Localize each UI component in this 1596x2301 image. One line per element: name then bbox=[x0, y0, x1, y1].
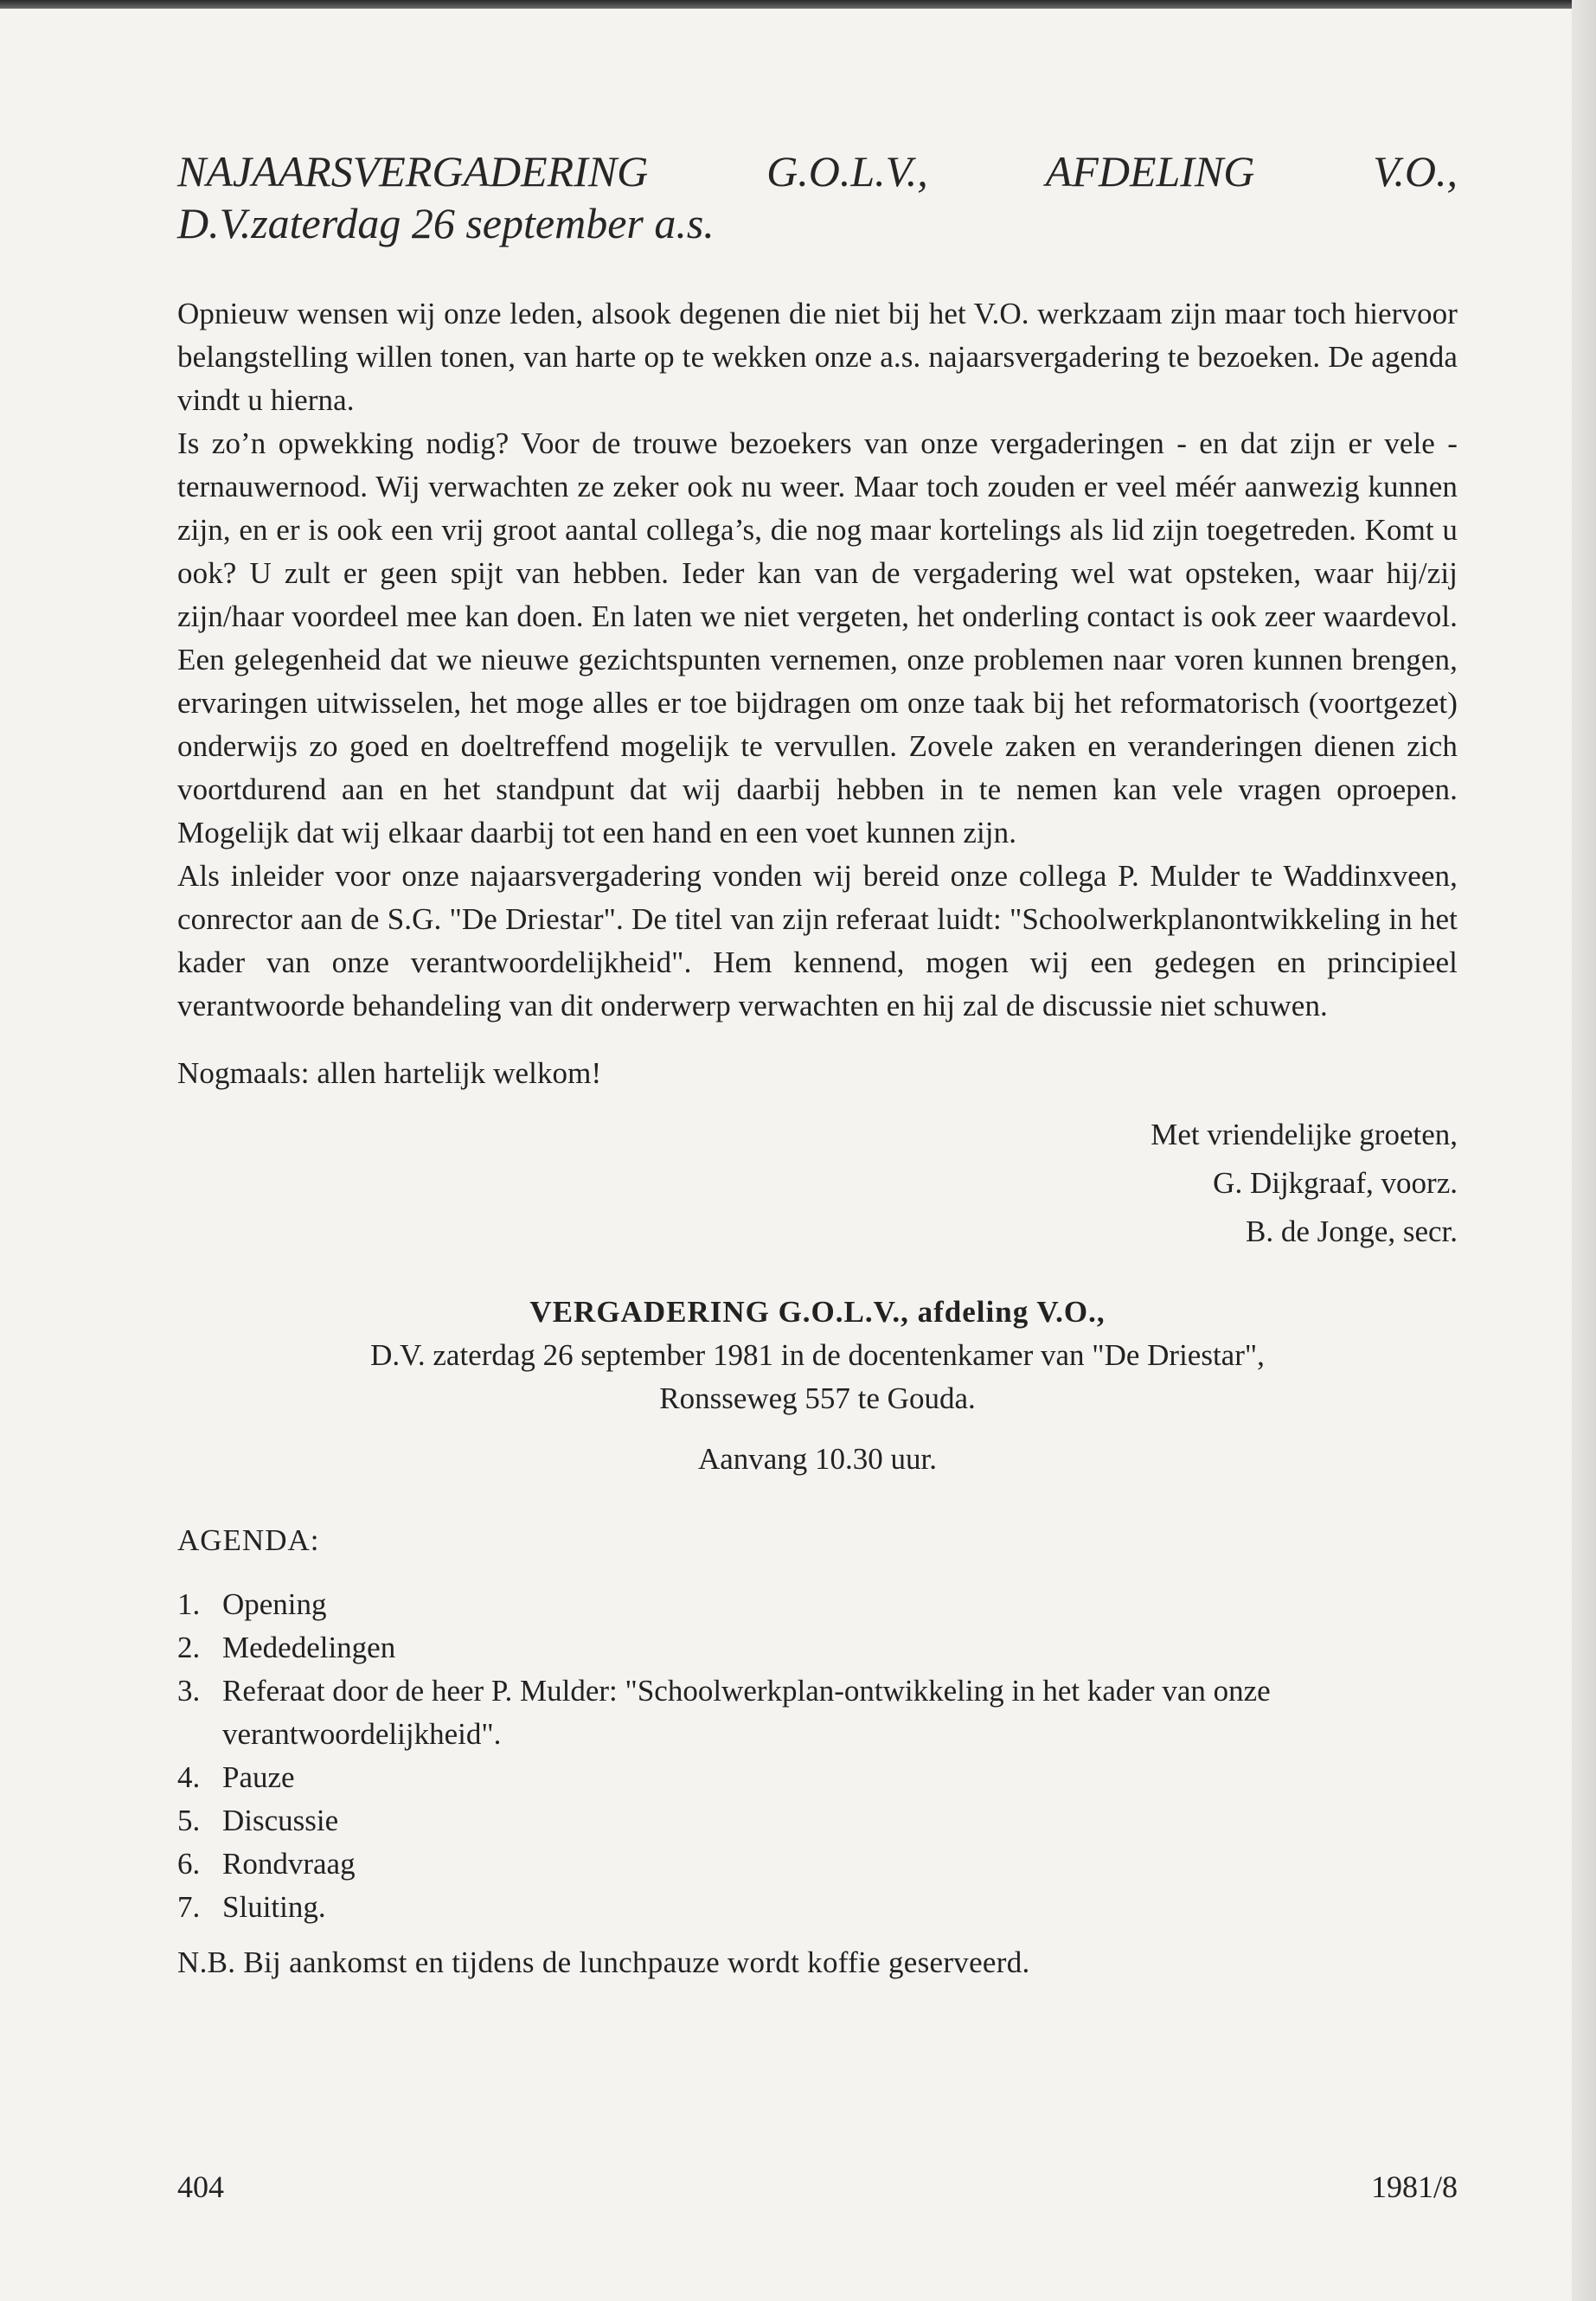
agenda-item-number: 6. bbox=[177, 1847, 201, 1881]
meeting-announcement bbox=[177, 1291, 1458, 1481]
agenda-item-text: Opening bbox=[222, 1587, 327, 1621]
page-number: 404 bbox=[177, 2170, 224, 2204]
signature-secretary: B. de Jonge, secr. bbox=[1246, 1215, 1458, 1248]
agenda-item-text: Referaat door de heer P. Mulder: "Schoolwerkplan-ontwikkeling in het kader van onze verantwoordelijkheid". bbox=[222, 1674, 1271, 1751]
agenda-item bbox=[177, 1756, 1458, 1799]
agenda-item-number: 3. bbox=[177, 1674, 201, 1708]
paragraph-motivation: Is zo’n opwekking nodig? Voor de trouwe bezoekers van onze vergaderingen - en dat zijn er vele - ternauwernood. Wij verwachten ze zeker ook nu weer. Maar toch zouden er veel méér aanwezig kunnen zijn, en er is ook een vrij groot aantal collega’s, die nog maar kortelings als lid zijn toegetreden. Komt u ook? U zult er geen spijt van hebben. Ieder kan van de vergadering wel wat opsteken, waar hij/zij zijn/haar voordeel mee kan doen. En laten we niet vergeten, het onderling contact is ook zeer waardevol. Een gelegenheid dat we nieuwe gezichtspunten vernemen, onze problemen naar voren kunnen brengen, ervaringen uitwisselen, het moge alles er toe bijdragen om onze taak bij het reformatorisch (voortgezet) onderwijs zo goed en doeltreffend mogelijk te vervullen. Zovele zaken en veranderingen dienen zich voortdurend aan en het standpunt dat wij daarbij hebben in te nemen kan vele vragen oproepen. Mogelijk dat wij elkaar daarbij tot een hand en een voet kunnen zijn. bbox=[177, 426, 1458, 849]
signature-chair: G. Dijkgraaf, voorz. bbox=[1213, 1166, 1458, 1200]
meeting-heading: VERGADERING G.O.L.V., afdeling V.O., bbox=[529, 1295, 1106, 1329]
agenda-item bbox=[177, 1626, 1458, 1670]
page-footer bbox=[177, 2169, 1458, 2205]
agenda-item bbox=[177, 1670, 1458, 1756]
article-body bbox=[177, 292, 1458, 1028]
agenda-item-number: 5. bbox=[177, 1804, 201, 1837]
agenda-item bbox=[177, 1843, 1458, 1886]
agenda-item bbox=[177, 1886, 1458, 1929]
agenda-item-text: Mededelingen bbox=[222, 1631, 396, 1664]
page-content bbox=[177, 145, 1458, 1984]
agenda-item-number: 4. bbox=[177, 1760, 201, 1794]
agenda-list bbox=[177, 1583, 1458, 1929]
meeting-address: Ronsseweg 557 te Gouda. bbox=[659, 1381, 976, 1415]
agenda-item-number: 1. bbox=[177, 1587, 201, 1621]
title-line-2: D.V.zaterdag 26 september a.s. bbox=[177, 199, 715, 247]
scan-top-edge bbox=[0, 0, 1596, 9]
paragraph-speaker: Als inleider voor onze najaarsvergadering vonden wij bereid onze collega P. Mulder te Waddinxveen, conrector aan de S.G. "De Driestar". De titel van zijn referaat luidt: "Schoolwerkplanontwikkeling in het kader van onze verantwoordelijkheid". Hem kennend, mogen wij een gedegen en principieel verantwoorde behandeling van dit onderwerp verwachten en hij zal de discussie niet schuwen. bbox=[177, 859, 1458, 1022]
closing-line: Nogmaals: allen hartelijk welkom! bbox=[177, 1056, 602, 1090]
agenda-item-text: Discussie bbox=[222, 1804, 339, 1837]
agenda-item-text: Rondvraag bbox=[222, 1847, 356, 1881]
agenda-item-text: Pauze bbox=[222, 1760, 295, 1794]
agenda-item bbox=[177, 1799, 1458, 1843]
agenda-item bbox=[177, 1583, 1458, 1626]
page-title bbox=[177, 145, 1458, 249]
signature-block bbox=[177, 1111, 1458, 1256]
title-line-1: NAJAARSVERGADERING G.O.L.V., AFDELING V.O., bbox=[177, 147, 1458, 195]
signature-greeting: Met vriendelijke groeten, bbox=[1151, 1118, 1458, 1151]
scan-right-edge bbox=[1572, 0, 1596, 2301]
agenda-heading: AGENDA: bbox=[177, 1523, 320, 1557]
paragraph-intro: Opnieuw wensen wij onze leden, alsook degenen die niet bij het V.O. werkzaam zijn maar toch hiervoor belangstelling willen tonen, van harte op te wekken onze a.s. najaarsvergadering te bezoeken. De agenda vindt u hierna. bbox=[177, 297, 1458, 417]
note-coffee: N.B. Bij aankomst en tijdens de lunchpauze wordt koffie geserveerd. bbox=[177, 1945, 1030, 1979]
agenda-item-number: 7. bbox=[177, 1890, 201, 1924]
agenda-item-text: Sluiting. bbox=[222, 1890, 326, 1924]
issue-number: 1981/8 bbox=[1370, 2170, 1458, 2204]
agenda-item-number: 2. bbox=[177, 1631, 201, 1664]
meeting-start-time: Aanvang 10.30 uur. bbox=[697, 1442, 938, 1476]
meeting-date-location: D.V. zaterdag 26 september 1981 in de docentenkamer van "De Driestar", bbox=[370, 1338, 1265, 1372]
